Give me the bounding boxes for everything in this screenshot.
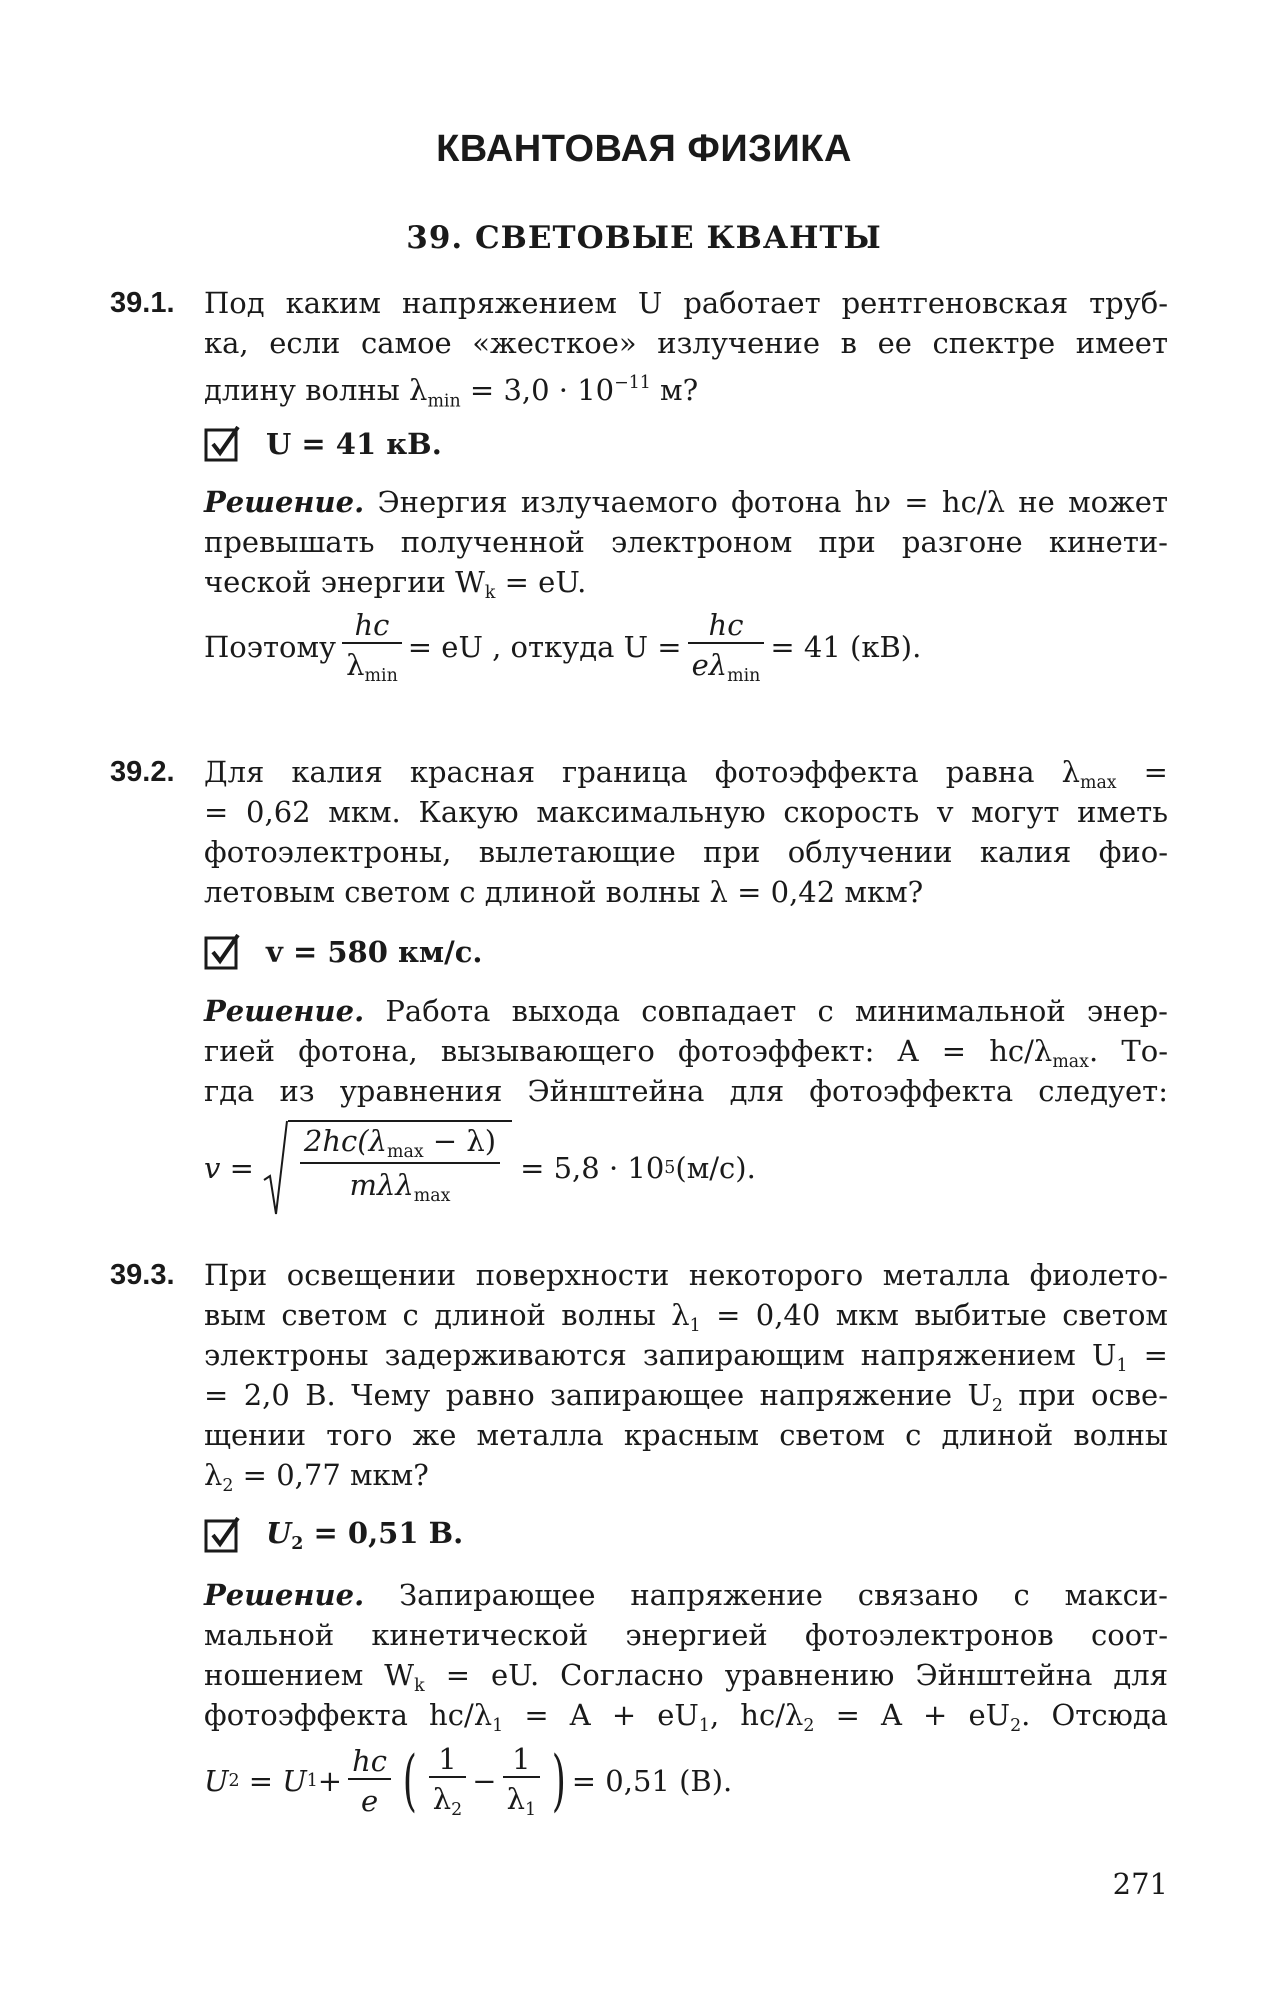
answer	[204, 1515, 463, 1555]
problem-number: 39.3.	[110, 1259, 175, 1291]
answer	[204, 932, 482, 972]
solution-line: Решение. Энергия излучаемого фотона hν = hc/λ не может	[204, 485, 1168, 519]
radical-sign-icon	[262, 1120, 288, 1216]
problem-text-line: Под каким напряжением U работает рентгеновская труб-	[204, 286, 1168, 320]
formula: Поэтому $\frac{hc}{\lambda_{min}}$ = eU , откуда U = $\frac{hc}{e\lambda_{min}}$ = 41 (кВ).	[204, 608, 922, 687]
solution-label: Решение.	[204, 994, 365, 1028]
problem-text-line: фотоэлектроны, вылетающие при облучении калия фио-	[204, 835, 1168, 869]
fraction: $\frac{1}{\lambda_2}$	[429, 1742, 466, 1820]
checkmark-box-icon	[204, 934, 240, 970]
problem-text-line: вым светом с длиной волны $\lambda_1 = 0,40$ мкм выбитые светом	[204, 1298, 1168, 1337]
formula: v = $\frac{2hc(\lambda_{max} - \lambda)}{m\lambda\lambda_{max}}$ = 5,8 · 10 5 (м/с).	[204, 1120, 756, 1216]
checkmark-box-icon	[204, 1517, 240, 1553]
problem-text-line: = 0,62 мкм. Какую максимальную скорость v могут иметь	[204, 795, 1168, 829]
solution-line: Решение. Запирающее напряжение связано с макси-	[204, 1578, 1168, 1612]
solution-line: гией фотона, вызывающего фотоэффект: $A = hc/\lambda_{max}$. То-	[204, 1034, 1168, 1073]
problem-text-line: летовым светом с длиной волны λ = 0,42 мкм?	[204, 875, 924, 909]
solution-line: ношением $W_k$ = eU. Согласно уравнению Эйнштейна для	[204, 1658, 1168, 1697]
right-parenthesis: )	[551, 1742, 566, 1820]
problem-text-line: Для калия красная граница фотоэффекта равна $\lambda_{max}$ =	[204, 755, 1168, 794]
answer-text: U = 41 кВ.	[266, 427, 442, 461]
answer	[204, 424, 442, 464]
problem-number: 39.1.	[110, 287, 175, 319]
problem-number: 39.2.	[110, 756, 175, 788]
problem-text-line: При освещении поверхности некоторого металла фиолето-	[204, 1258, 1168, 1292]
left-parenthesis: (	[402, 1742, 417, 1820]
problem-text-line: $\lambda_2 = 0,77$ мкм?	[204, 1458, 429, 1497]
section-title: КВАНТОВАЯ ФИЗИКА	[436, 128, 852, 170]
problem-text-line: ка, если самое «жесткое» излучение в ее спектре имеет	[204, 326, 1168, 360]
solution-line: мальной кинетической энергией фотоэлектронов соот-	[204, 1618, 1168, 1652]
square-root	[262, 1120, 512, 1216]
solution-line: превышать полученной электроном при разгоне кинети-	[204, 525, 1168, 559]
fraction: $\frac{1}{\lambda_1}$	[503, 1742, 540, 1820]
answer-text: v = 580 км/с.	[266, 935, 483, 969]
page-number: 271	[1112, 1867, 1168, 1901]
solution-label: Решение.	[204, 485, 365, 519]
fraction: $\frac{hc}{\lambda_{min}}$	[342, 608, 402, 686]
fraction: $\frac{2hc(\lambda_{max} - \lambda)}{m\lambda\lambda_{max}}$	[300, 1124, 500, 1206]
problem-text-line: = 2,0 В. Чему равно запирающее напряжение $U_2$ при осве-	[204, 1378, 1168, 1417]
problem-text-line: щении того же металла красным светом с длиной волны	[204, 1418, 1168, 1452]
formula: U 2 = U 1 + $\frac{hc}{e}$ ( $\frac{1}{\lambda_2}$ − $\frac{1}{\lambda_1}$ ) = 0,51 (В).	[204, 1742, 733, 1821]
fraction: $\frac{hc}{e}$	[348, 1744, 391, 1818]
problem-text-line: длину волны $\lambda_{min} = 3,0 \cdot 10^{-11}$ м?	[204, 373, 699, 412]
solution-line: гда из уравнения Эйнштейна для фотоэффекта следует:	[204, 1074, 1168, 1108]
solution-line: фотоэффекта $hc/\lambda_1 = A + eU_1$, $hc/\lambda_2 = A + eU_2$. Отсюда	[204, 1698, 1168, 1737]
checkmark-box-icon	[204, 426, 240, 462]
problem-text-line: электроны задерживаются запирающим напряжением $U_1$ =	[204, 1338, 1168, 1377]
chapter-title: 39. СВЕТОВЫЕ КВАНТЫ	[406, 220, 882, 256]
solution-line: Решение. Работа выхода совпадает с минимальной энер-	[204, 994, 1168, 1028]
answer-text: $U_2 = 0,51$ В.	[266, 1515, 464, 1555]
solution-line: ческой энергии $W_k$ = eU.	[204, 565, 587, 604]
fraction: $\frac{hc}{e\lambda_{min}}$	[688, 608, 765, 686]
solution-label: Решение.	[204, 1578, 365, 1612]
